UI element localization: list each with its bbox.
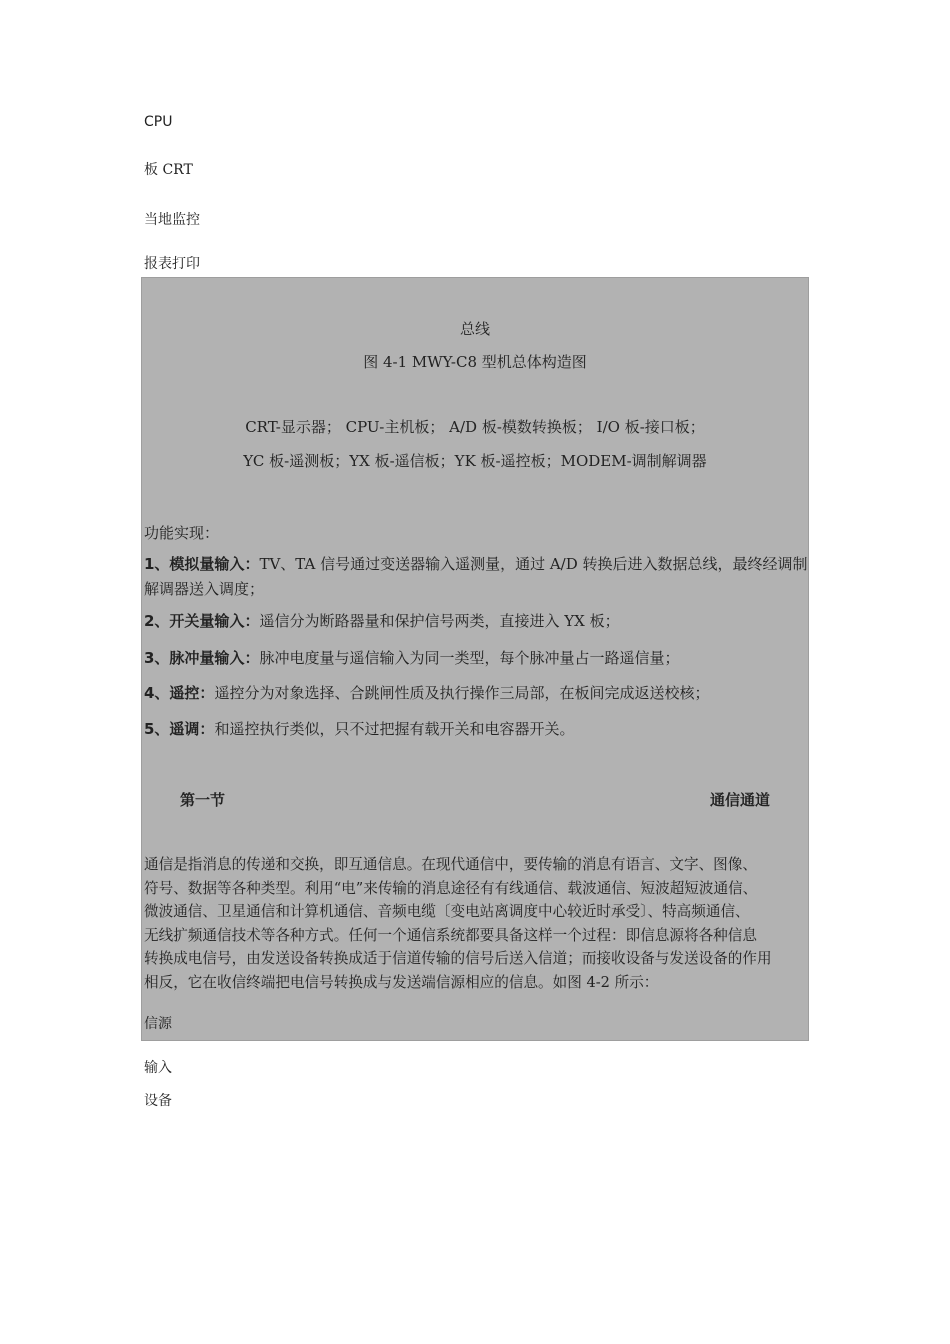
- body-line: 相反，它在收信终端把电信号转换成与发送端信源相应的信息。如图 4-2 所示：: [144, 973, 659, 991]
- label-report-print: 报表打印: [144, 256, 200, 272]
- label-input: 输入: [144, 1060, 172, 1076]
- label-device: 设备: [144, 1093, 172, 1109]
- label-cpu: CPU: [144, 114, 173, 130]
- body-line: 微波通信、卫星通信和计算机通信、音频电缆〔变电站离调度中心较近时承受〕、特高频通信、: [144, 903, 750, 920]
- function-item-1: [144, 552, 809, 602]
- body-line: 符号、数据等各种类型。利用“电”来传输的消息途径有有线通信、载波通信、短波超短波通信、: [144, 879, 758, 897]
- body-line: 无线扩频通信技术等各种方式。任何一个通信系统都要具备这样一个过程：即信息源将各种信息: [144, 926, 757, 944]
- section-title: 通信通道: [710, 791, 771, 809]
- function-item-text: 脉冲电度量与遥信输入为同一类型，每个脉冲量占一路遥信量；: [259, 649, 680, 667]
- section-number: 第一节: [180, 791, 226, 809]
- figure-legend-line-1: CRT-显示器； CPU-主机板； A/D 板-模数转换板； I/O 板-接口板；: [245, 418, 705, 436]
- body-line: 通信是指消息的传递和交换，即互通信息。在现代通信中，要传输的消息有语言、文字、图像、: [144, 856, 757, 873]
- function-item-term: 2、开关量输入：: [144, 612, 260, 630]
- body-line: 转换成电信号，由发送设备转换成适于信道传输的信号后送入信道；而接收设备与发送设备的作用: [144, 950, 772, 967]
- label-source: 信源: [144, 1016, 172, 1032]
- function-item-term: 4、遥控：: [144, 684, 215, 702]
- function-item-text: 遥信分为断路器量和保护信号两类，直接进入 YX 板；: [259, 612, 620, 630]
- bus-label: 总线: [459, 320, 490, 338]
- figure-legend-line-2: YC 板-遥测板；YX 板-遥信板；YK 板-遥控板；MODEM-调制解调器: [243, 452, 707, 470]
- function-item-text: TV、TA 信号通过变送器输入遥测量，通过 A/D 转换后进入数据总线，最终经调制解调器送入调度；: [144, 555, 808, 598]
- function-item-term: 1、模拟量输入：: [144, 555, 260, 573]
- function-item-text: 和遥控执行类似，只不过把握有载开关和电容器开关。: [214, 720, 575, 738]
- label-board-crt: 板 CRT: [144, 162, 193, 178]
- label-local-monitor: 当地监控: [144, 212, 200, 228]
- function-item-5: [144, 717, 809, 742]
- functions-heading: 功能实现：: [144, 524, 220, 542]
- function-item-2: [144, 609, 809, 634]
- figure-caption: 图 4-1 MWY-C8 型机总体构造图: [363, 353, 587, 371]
- function-item-3: [144, 646, 809, 671]
- function-item-4: [144, 681, 809, 706]
- function-item-term: 3、脉冲量输入：: [144, 649, 260, 667]
- body-paragraph: [144, 853, 812, 994]
- function-item-text: 遥控分为对象选择、合跳闸性质及执行操作三局部，在板间完成返送校核；: [214, 684, 710, 702]
- function-item-term: 5、遥调：: [144, 720, 215, 738]
